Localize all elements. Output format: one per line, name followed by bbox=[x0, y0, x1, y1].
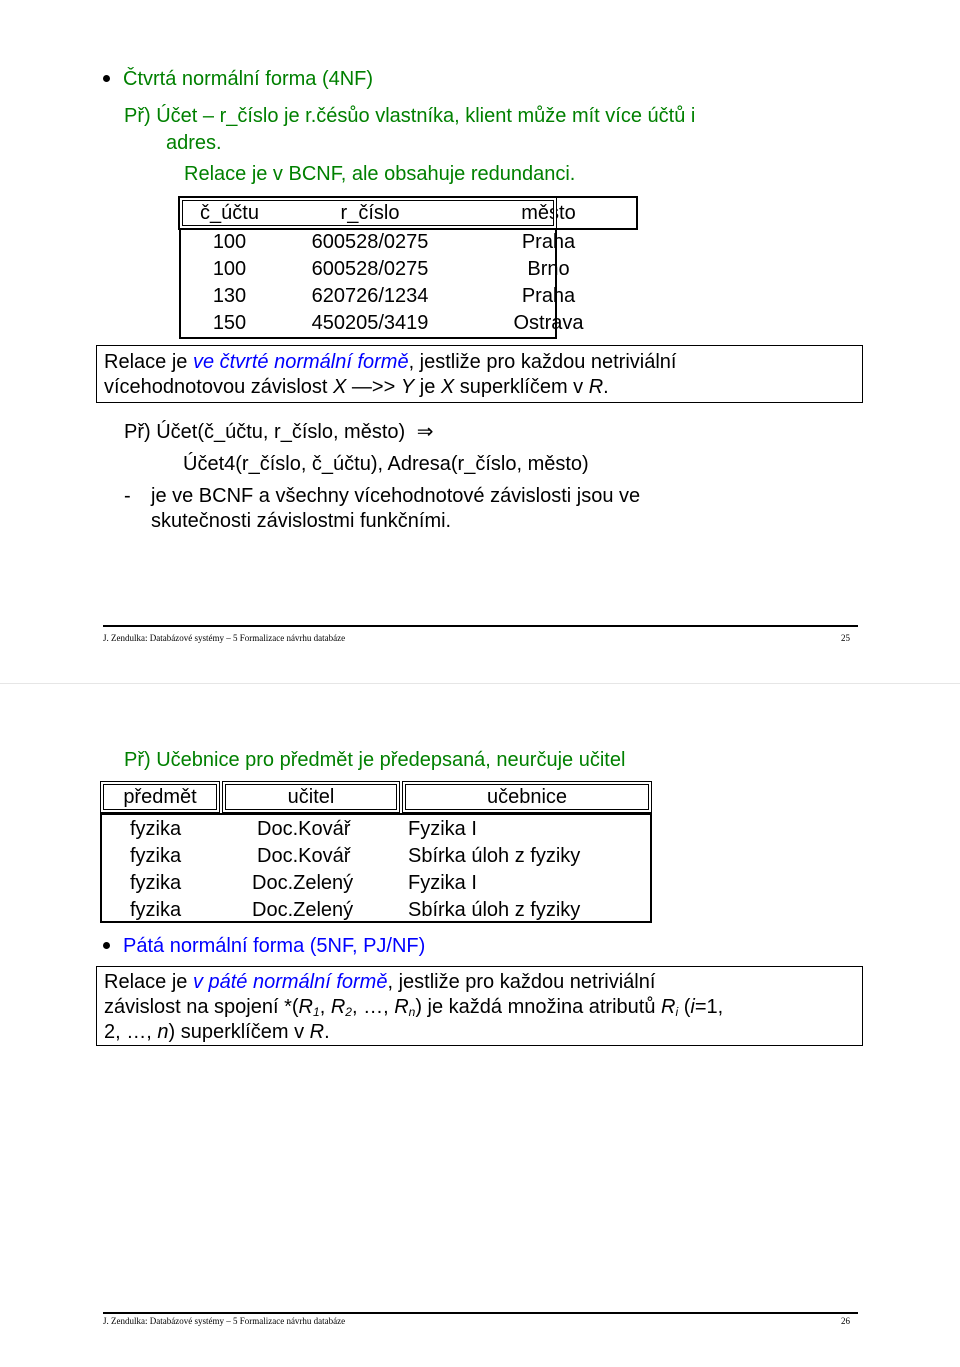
table-cell: Sbírka úloh z fyziky bbox=[408, 845, 581, 867]
heading-4nf bbox=[103, 67, 373, 91]
header-cell: č_účtu bbox=[200, 201, 259, 224]
example-textbook: Př) Učebnice pro předmět je předepsaná, neurčuje učitel bbox=[124, 749, 626, 771]
heading-text: Pátá normální forma (5NF, PJ/NF) bbox=[123, 935, 426, 957]
table-cell: 620726/1234 bbox=[311, 285, 429, 307]
footer-divider bbox=[103, 1312, 858, 1314]
table-cell: fyzika bbox=[130, 872, 182, 894]
table-row bbox=[179, 310, 637, 337]
header-cell: r_číslo bbox=[340, 201, 400, 224]
header-cell: předmět bbox=[100, 781, 220, 813]
heading-5nf bbox=[103, 934, 425, 958]
table-header-row bbox=[179, 197, 637, 229]
definition-line-2: vícehodnotovou závislost X —>> Y je X superklíčem v R. bbox=[104, 376, 609, 398]
page-number: 26 bbox=[841, 1316, 850, 1326]
relation-note: Relace je v BCNF, ale obsahuje redundanci. bbox=[184, 163, 576, 185]
account-table bbox=[179, 197, 637, 337]
definition-4nf-box bbox=[96, 345, 863, 403]
table-row bbox=[179, 283, 637, 310]
textbook-table bbox=[100, 813, 652, 923]
table-cell: Fyzika I bbox=[408, 818, 477, 840]
definition-line-1: Relace je ve čtvrté normální formě, jestliže pro každou netriviální bbox=[104, 351, 677, 373]
example-2-line-2: Účet4(r_číslo, č_účtu), Adresa(r_číslo, město) bbox=[183, 453, 589, 475]
definition-line-1: Relace je v páté normální formě, jestliže pro každou netriviální bbox=[104, 971, 656, 993]
table-cell: 150 bbox=[212, 312, 247, 334]
table-cell: 600528/0275 bbox=[311, 258, 429, 280]
table-row bbox=[179, 256, 637, 283]
table-cell: 130 bbox=[212, 285, 247, 307]
header-cell: učitel bbox=[222, 781, 400, 813]
footer-text: J. Zendulka: Databázové systémy – 5 Formalizace návrhu databáze bbox=[103, 1316, 346, 1326]
table-cell: Doc.Zelený bbox=[252, 899, 354, 921]
footer-divider bbox=[103, 625, 858, 627]
definition-line-2: závislost na spojení $*(R_1$, $R_2$, …, $R_n$) je každá množina atributů $R_i$ (i=1, bbox=[104, 996, 724, 1019]
bullet-dot bbox=[103, 942, 110, 949]
header-cell: město bbox=[521, 201, 576, 224]
table-cell: Fyzika I bbox=[408, 872, 477, 894]
page-separator bbox=[0, 683, 960, 684]
implies-icon: ⇒ bbox=[416, 421, 434, 443]
note-line-2: skutečnosti závislostmi funkčními. bbox=[151, 510, 452, 532]
table-cell: Sbírka úloh z fyziky bbox=[408, 899, 581, 921]
example-line-2: adres. bbox=[166, 132, 222, 154]
header-cell: učebnice bbox=[402, 781, 652, 813]
table-cell: 600528/0275 bbox=[311, 231, 429, 253]
example-2-line-1: Př) Účet(č_účtu, r_číslo, město) ⇒ bbox=[124, 421, 434, 443]
table-cell: 100 bbox=[212, 231, 247, 253]
table-row bbox=[179, 229, 637, 256]
definition-line-3: 2, …, n) superklíčem v R. bbox=[104, 1021, 330, 1043]
table-cell: 100 bbox=[212, 258, 247, 280]
table-cell: fyzika bbox=[130, 818, 182, 840]
table-cell: Doc.Kovář bbox=[257, 818, 351, 840]
table-cell: fyzika bbox=[130, 845, 182, 867]
example-line-1: Př) Účet – r_číslo je r.čésůo vlastníka, klient může mít více účtů i bbox=[124, 105, 696, 127]
table-cell: 450205/3419 bbox=[311, 312, 429, 334]
note-line-1: - je ve BCNF a všechny vícehodnotové závislosti jsou ve bbox=[124, 485, 641, 507]
table-cell: Doc.Kovář bbox=[257, 845, 351, 867]
table-cell: Praha bbox=[521, 285, 576, 307]
table-cell: Ostrava bbox=[513, 312, 584, 334]
heading-text: Čtvrtá normální forma (4NF) bbox=[123, 68, 374, 90]
footer-text: J. Zendulka: Databázové systémy – 5 Formalizace návrhu databáze bbox=[103, 633, 346, 643]
definition-5nf-box bbox=[96, 966, 863, 1046]
table-cell: Praha bbox=[521, 231, 576, 253]
table-cell: Brno bbox=[527, 258, 570, 280]
textbook-table-header bbox=[100, 781, 652, 813]
table-cell: fyzika bbox=[130, 899, 182, 921]
bullet-dot bbox=[103, 75, 110, 82]
page-number: 25 bbox=[841, 633, 850, 643]
table-cell: Doc.Zelený bbox=[252, 872, 354, 894]
